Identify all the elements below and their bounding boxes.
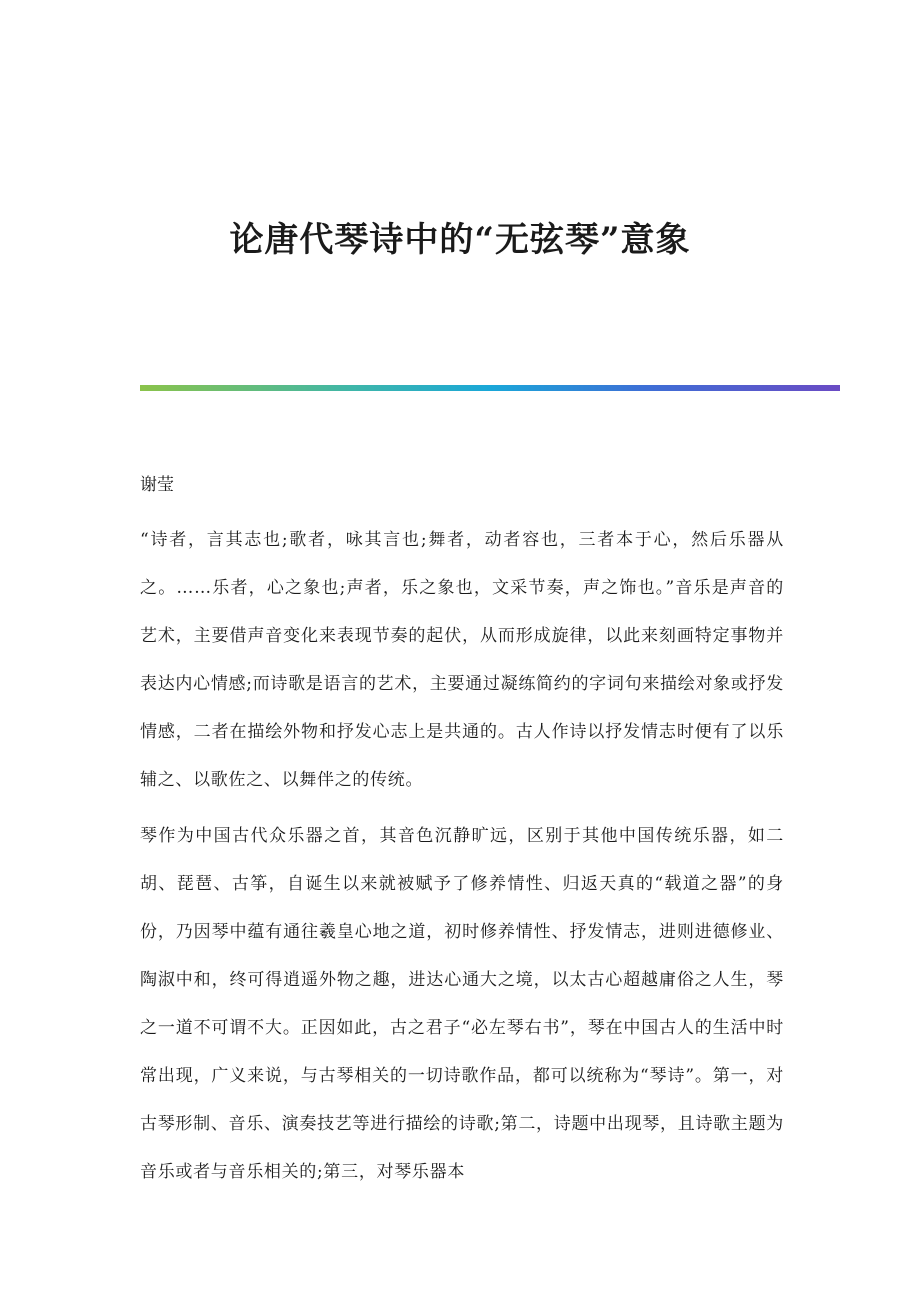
body-paragraph: 琴作为中国古代众乐器之首，其音色沉静旷远，区别于其他中国传统乐器，如二胡、琵琶、古筝，自诞生以来就被赋予了修养情性、归返天真的“载道之器”的身份，乃因琴中蕴有通往羲皇心地之道，初时修养情性、抒发情志，进则进德修业、陶淑中和，终可得逍遥外物之趣，进达心通大之境，以太古心超越庸俗之人生，琴之一道不可谓不大。正因如此，古之君子“必左琴右书”，琴在中国古人的生活中时常出现，广义来说，与古琴相关的一切诗歌作品，都可以统称为“琴诗”。第一，对古琴形制、音乐、演奏技艺等进行描绘的诗歌;第二，诗题中出现琴，且诗歌主题为音乐或者与音乐相关的;第三，对琴乐器本 bbox=[140, 826, 784, 1182]
body-paragraph: “诗者，言其志也;歌者，咏其言也;舞者，动者容也，三者本于心，然后乐器从之。……乐者，心之象也;声者，乐之象也，文采节奏，声之饰也。”音乐是声音的艺术，主要借声音变化来表现节奏的起伏，从而形成旋律，以此来刻画特定事物并表达内心情感;而诗歌是语言的艺术，主要通过凝练简约的字词句来描绘对象或抒发情感，二者在描绘外物和抒发心志上是共通的。古人作诗以抒发情志时便有了以乐辅之、以歌佐之、以舞伴之的传统。 bbox=[140, 530, 784, 790]
document-title: 论唐代琴诗中的“无弦琴”意象 bbox=[229, 220, 691, 260]
author-name: 谢莹 bbox=[140, 475, 174, 495]
title-divider bbox=[140, 385, 840, 391]
